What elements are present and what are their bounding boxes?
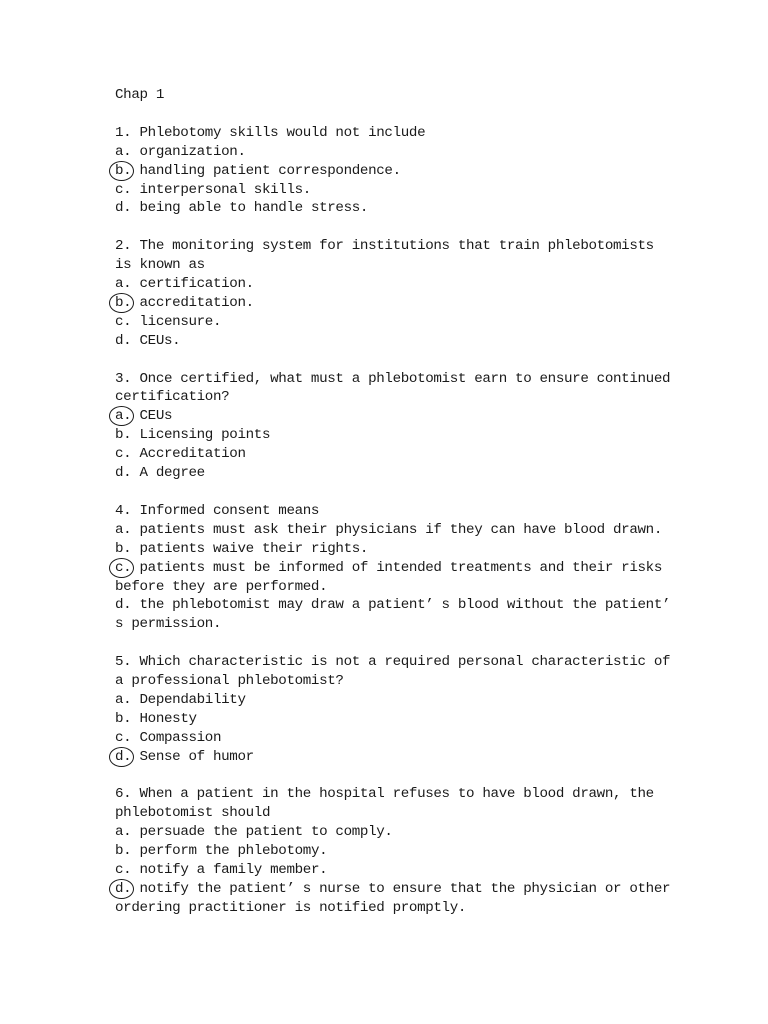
option-text: persuade the patient to comply.	[139, 824, 393, 841]
option-text: notify the patient’ s nurse to ensure that the physician or other ordering practitioner is notified promptly.	[115, 880, 679, 916]
option-text: the phlebotomist may draw a patient’ s blood without the patient’ s permission.	[115, 597, 679, 633]
option-text: patients must be informed of intended treatments and their risks before they are performed.	[115, 559, 671, 595]
answer-option	[115, 521, 675, 540]
option-letter: c.	[115, 729, 132, 746]
option-letter: a.	[115, 824, 132, 841]
option-text: interpersonal skills.	[139, 181, 311, 198]
answer-option	[115, 861, 675, 880]
circled-option-letter: d.	[115, 748, 132, 765]
option-text: CEUs.	[139, 332, 181, 349]
circled-option-letter: c.	[115, 559, 132, 576]
question-6	[115, 785, 679, 917]
option-letter: d.	[115, 332, 132, 349]
option-text: Accreditation	[139, 446, 246, 463]
option-letter: a.	[115, 521, 132, 538]
option-letter: c.	[115, 313, 132, 330]
option-letter: b.	[115, 427, 132, 444]
question-5	[115, 653, 675, 766]
answer-option	[115, 710, 675, 729]
option-letter: d.	[115, 200, 132, 217]
option-text: Compassion	[139, 729, 222, 746]
answer-option-selected	[115, 559, 675, 597]
option-letter: a.	[115, 276, 132, 293]
circled-option-letter: b.	[115, 294, 132, 311]
circled-option-letter: b.	[115, 162, 132, 179]
option-letter: c.	[115, 181, 132, 198]
option-text: notify a family member.	[139, 862, 328, 879]
answer-option	[115, 313, 675, 332]
answer-option-selected	[115, 748, 675, 767]
answer-option	[115, 181, 675, 200]
option-text: being able to handle stress.	[139, 200, 369, 217]
option-letter: c.	[115, 862, 132, 879]
option-letter: a.	[115, 143, 132, 160]
answer-option	[115, 426, 675, 445]
answer-option	[115, 691, 675, 710]
option-text: Sense of humor	[139, 748, 254, 765]
question-stem: 6. When a patient in the hospital refuses to have blood drawn, the phlebotomist should	[115, 786, 654, 822]
chapter-title: Chap 1	[115, 87, 164, 103]
question-stem: 1. Phlebotomy skills would not include	[115, 124, 426, 141]
question-4	[115, 502, 679, 634]
answer-option	[115, 842, 675, 861]
option-text: certification.	[139, 276, 254, 293]
answer-option	[115, 199, 675, 218]
answer-option	[115, 596, 679, 634]
question-stem: 3. Once certified, what must a phlebotomist earn to ensure continued certification?	[115, 370, 671, 406]
circled-option-letter: d.	[115, 880, 132, 897]
option-text: Dependability	[139, 691, 246, 708]
question-2	[115, 237, 675, 350]
option-text: licensure.	[139, 313, 222, 330]
option-text: accreditation.	[139, 294, 254, 311]
answer-option	[115, 143, 675, 162]
answer-option-selected	[115, 407, 675, 426]
question-1	[115, 124, 675, 219]
option-text: organization.	[139, 143, 246, 160]
circled-option-letter: a.	[115, 408, 132, 425]
option-letter: a.	[115, 691, 132, 708]
answer-option	[115, 445, 675, 464]
option-letter: d.	[115, 465, 132, 482]
option-letter: b.	[115, 843, 132, 860]
option-letter: b.	[115, 540, 132, 557]
question-stem: 5. Which characteristic is not a required personal characteristic of a professional phlebotomist?	[115, 654, 671, 690]
option-text: perform the phlebotomy.	[139, 843, 328, 860]
option-text: A degree	[139, 465, 205, 482]
question-stem: 2. The monitoring system for institutions that train phlebotomists is known as	[115, 238, 654, 274]
question-stem: 4. Informed consent means	[115, 502, 320, 519]
answer-option	[115, 729, 675, 748]
option-text: CEUs	[139, 408, 173, 425]
answer-option	[115, 332, 675, 351]
answer-option-selected	[115, 294, 675, 313]
question-3	[115, 370, 675, 483]
option-text: handling patient correspondence.	[139, 162, 401, 179]
answer-option-selected	[115, 162, 675, 181]
option-letter: d.	[115, 597, 132, 614]
answer-option-selected	[115, 880, 679, 918]
option-letter: c.	[115, 446, 132, 463]
answer-option	[115, 275, 675, 294]
option-letter: b.	[115, 710, 132, 727]
option-text: patients must ask their physicians if they can have blood drawn.	[139, 521, 662, 538]
answer-option	[115, 464, 675, 483]
answer-option	[115, 823, 675, 842]
option-text: patients waive their rights.	[139, 540, 369, 557]
answer-option	[115, 540, 675, 559]
option-text: Licensing points	[139, 427, 271, 444]
document-page	[115, 86, 679, 937]
option-text: Honesty	[139, 710, 197, 727]
